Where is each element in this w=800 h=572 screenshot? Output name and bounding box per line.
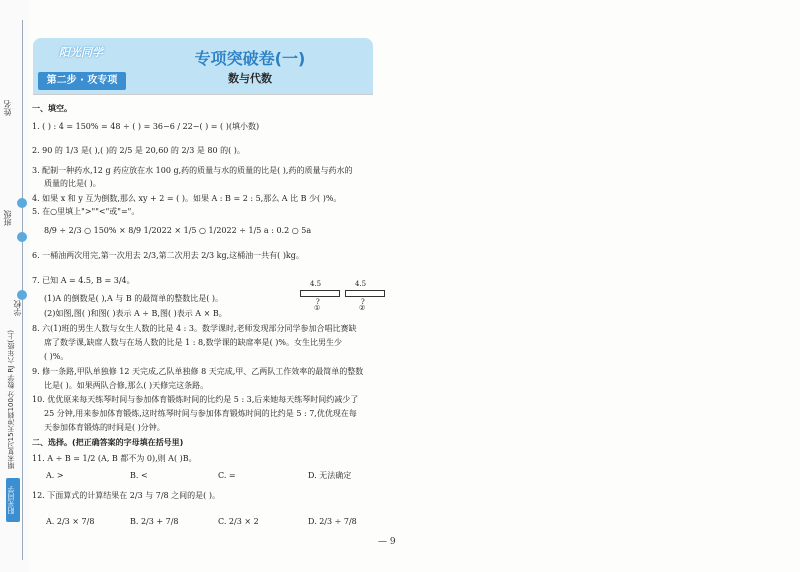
section-heading-fill: 一、填空。 — [32, 104, 72, 113]
question-10-line-1: 10. 优优原来每天练琴时间与参加体育锻炼时间的比约是 5 : 3,后来她每天练琴时间约减少了 — [32, 395, 359, 404]
question-8-line-1: 8. 六(1)班的男生人数与女生人数的比是 4 : 3。数学课时,老师发现部分同学参加合唱比赛缺 — [32, 324, 357, 333]
question-9-line-2: 比是( )。如果两队合修,那么( )天修完这条路。 — [44, 381, 209, 390]
question-12-option-a: A. 2/3 × 7/8 — [46, 517, 95, 526]
diagram-1-top-label: 4.5 — [310, 280, 322, 288]
question-11: 11. A ÷ B = 1/2 (A, B 都不为 0),则 A( )B。 — [32, 454, 197, 463]
question-12-option-c: C. 2/3 × 2 — [218, 517, 259, 526]
diagram-2-bar — [345, 290, 385, 297]
spine-dot — [17, 290, 27, 300]
question-12-option-d: D. 2/3 ÷ 7/8 — [308, 517, 357, 526]
spine-dot — [17, 198, 27, 208]
spine-name-label: 姓名 — [3, 100, 12, 116]
question-1: 1. ( ) : 4 = 150% = 48 ÷ ( ) = 36−6 / 22−( ) = ( )(填小数) — [32, 122, 260, 131]
brand-logo: 阳光同学 — [59, 46, 103, 59]
question-7-part-2: (2)如图,图( )和图( )表示 A ÷ B,图( )表示 A × B。 — [44, 309, 227, 318]
question-3-line-1: 3. 配制一种药水,12 g 药应放在水 100 g,药的质量与水的质量的比是( ),药的质量与药水的 — [32, 166, 353, 175]
diagram-1-question: ? — [316, 298, 320, 306]
question-12-option-b: B. 2/3 + 7/8 — [130, 517, 179, 526]
spine-class-label: 班级 — [3, 210, 12, 226]
page-subtitle: 数与代数 — [228, 72, 272, 85]
question-5: 5. 在○里填上">""<"或"="。 — [32, 207, 140, 216]
question-11-option-c: C. = — [218, 471, 236, 480]
page-title: 专项突破卷(一) — [194, 49, 306, 68]
bar-diagram-2 — [345, 280, 385, 310]
header-rule — [33, 94, 373, 95]
bar-diagram-1 — [300, 280, 340, 310]
diagram-1-number: ① — [314, 304, 321, 312]
question-12: 12. 下面算式的计算结果在 2/3 与 7/8 之间的是( )。 — [32, 491, 220, 500]
question-7-part-1: (1)A 的倒数是( ),A 与 B 的最简单的整数比是( )。 — [44, 294, 224, 303]
question-6: 6. 一桶油两次用完,第一次用去 2/3,第二次用去 2/3 kg,这桶油一共有( )kg。 — [32, 251, 304, 260]
question-11-option-d: D. 无法确定 — [308, 471, 352, 480]
spine-dot — [17, 232, 27, 242]
question-7: 7. 已知 A = 4.5, B = 3/4。 — [32, 276, 135, 285]
section-heading-choice: 二、选择。(把正确答案的字母填在括号里) — [32, 438, 184, 447]
diagram-1-bar — [300, 290, 340, 297]
diagram-2-number: ② — [359, 304, 366, 312]
spine-book-info: 期末复习15天冲刺100分 数学 RJ 六年级(上) — [7, 330, 15, 470]
question-3-line-2: 质量的比是( )。 — [44, 179, 101, 188]
question-5-items: 8/9 ÷ 2/3 ○ 150% × 8/9 1/2022 × 1/5 ○ 1/2022 ÷ 1/5 a : 0.2 ○ 5a — [44, 226, 312, 235]
question-8-line-2: 席了数学课,缺席人数与在场人数的比是 1 : 8,数学课的缺席率是( )%。女生比男生少 — [44, 338, 342, 347]
spine-school-label: 学校 — [13, 300, 22, 316]
question-10-line-3: 天参加体育锻炼的时间是( )分钟。 — [44, 423, 165, 432]
step-badge: 第二步 · 攻专项 — [38, 72, 126, 90]
question-10-line-2: 25 分钟,用来参加体育锻炼,这时练琴时间与参加体育锻炼时间的比约是 5 : 7,优优现在每 — [44, 409, 357, 418]
binding-spine — [0, 0, 30, 572]
question-4: 4. 如果 x 和 y 互为倒数,那么 xy + 2 = ( )。如果 A : B = 2 : 5,那么 A 比 B 少( )%。 — [32, 194, 342, 203]
question-9-line-1: 9. 修一条路,甲队单独修 12 天完成,乙队单独修 8 天完成,甲、乙两队工作效率的最简单的整数 — [32, 367, 364, 376]
question-11-option-b: B. < — [130, 471, 148, 480]
question-11-option-a: A. > — [46, 471, 64, 480]
question-2: 2. 90 的 1/3 是( ),( )的 2/5 是 20,60 的 2/3 是 80 的( )。 — [32, 146, 245, 155]
spine-brand-logo: 阳光同学 — [6, 478, 20, 522]
diagram-2-top-label: 4.5 — [355, 280, 367, 288]
diagram-2-question: ? — [361, 298, 365, 306]
page-number: — 9 — [378, 537, 396, 547]
question-8-line-3: ( )%。 — [44, 352, 69, 361]
